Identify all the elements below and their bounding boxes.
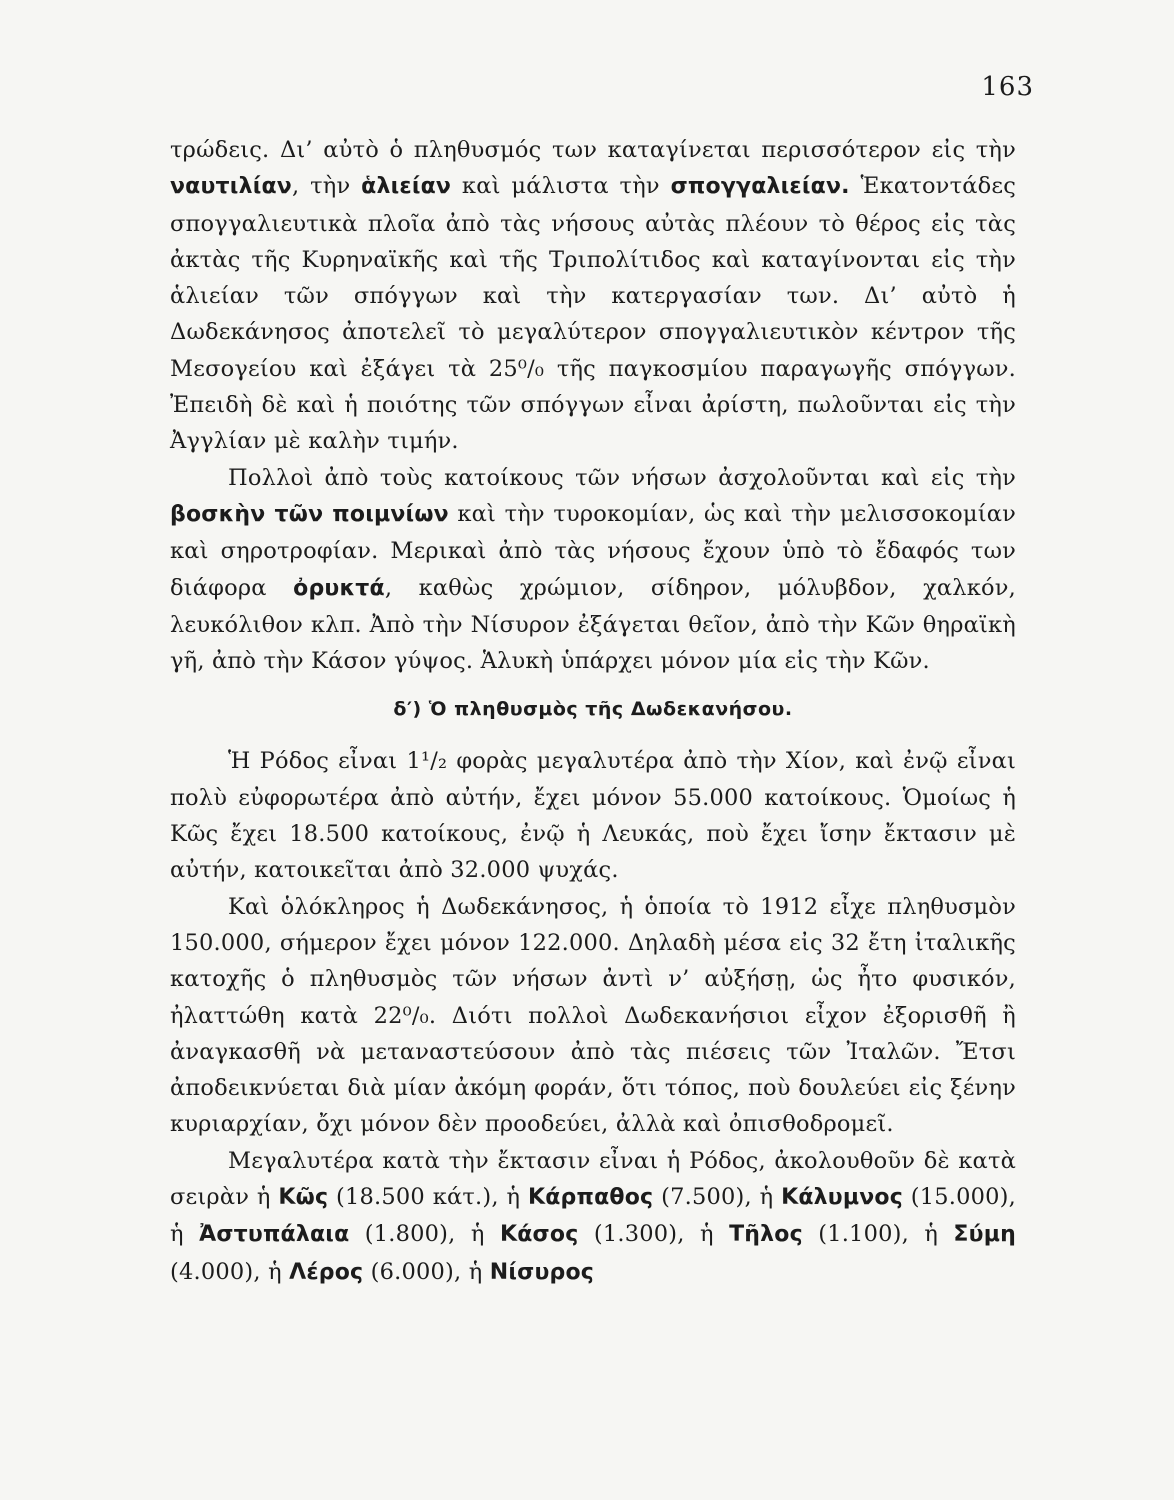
text-run: (15.000), ἡ bbox=[170, 1184, 1017, 1248]
island-name: Τῆλος bbox=[729, 1222, 803, 1248]
text-run: (1.800), ἡ bbox=[349, 1221, 500, 1248]
text-run: Καὶ ὁλόκληρος ἡ Δωδεκάνησος, ἡ ὁποία τὸ 1912 εἶχε πληθυσμὸν 150.000, σήμερον ἔχει μόνον 122.000. Δηλαδὴ μέσα εἰς 32 ἔτη ἰταλικῆς κατοχῆς ὁ πληθυσμὸς τῶν νήσων ἀντὶ ν’ αὐξήσῃ, ὡς ἦτο φυσικόν, ἠλαττώθη κατὰ 22 bbox=[170, 893, 1016, 1029]
text-run: τῆς παγκοσμίου παραγωγῆς σπόγγων. Ἐπειδὴ δὲ καὶ ἡ ποιότης τῶν σπόγγων εἶναι ἀρίστη, πωλοῦνται εἰς τὴν Ἀγγλίαν μὲ καλὴν τιμήν. bbox=[170, 355, 1017, 455]
island-name: Κάσος bbox=[500, 1222, 579, 1248]
bold-term: ναυτιλίαν bbox=[170, 174, 292, 200]
text-run: . Διότι πολλοὶ Δωδεκανήσιοι εἶχον ἐξορισθῆ ἢ ἀναγκασθῆ νὰ μεταναστεύσουν ἀπὸ τὰς πιέσεις τῶν Ἰταλῶν. Ἔτσι ἀποδεικνύεται διὰ μίαν ἀκόμη φοράν, ὅτι τόπος, ποὺ δουλεύει εἰς ξένην κυριαρχίαν, ὄχι μόνον δὲν προοδεύει, ἀλλὰ καὶ ὀπισθοδρομεῖ. bbox=[170, 1002, 1016, 1138]
text-run: (7.500), ἡ bbox=[653, 1184, 782, 1211]
paragraph-3 bbox=[170, 743, 1016, 888]
paragraph-1 bbox=[170, 132, 1016, 460]
bold-term: σπογγαλιείαν. bbox=[670, 174, 850, 200]
text-run: καὶ τὴν τυροκομίαν, ὡς καὶ τὴν μελισσοκομίαν καὶ σηροτροφίαν. Μερικαὶ ἀπὸ τὰς νήσους ἔχουν ὑπὸ τὸ ἔδαφός των διάφορα bbox=[170, 500, 1016, 601]
island-name: Ἀστυπάλαια bbox=[199, 1222, 350, 1248]
text-run: φορὰς μεγαλυτέρα ἀπὸ τὴν Χίον, καὶ ἐνῷ εἶναι πολὺ εὐφορωτέρα ἀπὸ αὐτήν, ἔχει μόνον 55.000 κατοίκους. Ὁμοίως ἡ Κῶς ἔχει 18.500 κατοίκους, ἐνῷ ἡ Λευκάς, ποὺ ἔχει ἴσην ἔκτασιν μὲ αὐτήν, κατοικεῖται ἀπὸ 32.000 ψυχάς. bbox=[170, 748, 1016, 884]
fraction: ¹/₂ bbox=[420, 748, 448, 775]
text-run: Πολλοὶ ἀπὸ τοὺς κατοίκους τῶν νήσων ἀσχολοῦνται καὶ εἰς τὴν bbox=[228, 464, 1016, 491]
text-run: Ἑκατοντάδες σπογγαλιευτικὰ πλοῖα ἀπὸ τὰς νήσους αὐτὰς πλέουν τὸ θέρος εἰς τὰς ἀκτὰς τῆς Κυρηναϊκῆς καὶ τῆς Τριπολίτιδος καὶ καταγίνονται εἰς τὴν ἁλιείαν τῶν σπόγγων καὶ τὴν κατεργασίαν των. Δι’ αὐτὸ ἡ Δωδεκάνησος ἀποτελεῖ τὸ μεγαλύτερον σπογγαλιευτικὸν κέντρον τῆς Μεσογείου καὶ ἐξάγει τὰ 25 bbox=[170, 173, 1017, 382]
page-number: 163 bbox=[981, 72, 1034, 102]
percent-sign: ⁰/₀ bbox=[517, 355, 545, 382]
text-run: , τὴν bbox=[291, 173, 362, 200]
bold-term: ἁλιείαν bbox=[361, 174, 452, 200]
paragraph-2 bbox=[170, 460, 1016, 680]
text-run: Μεγαλυτέρα κατὰ τὴν ἔκτασιν εἶναι ἡ Ρόδος, ἀκολουθοῦν δὲ κατὰ σειρὰν ἡ bbox=[170, 1147, 1016, 1211]
island-name: Λέρος bbox=[289, 1259, 364, 1285]
island-name: Νίσυρος bbox=[489, 1259, 595, 1285]
text-run: (1.100), ἡ bbox=[802, 1221, 954, 1248]
bold-term: βοσκὴν τῶν ποιμνίων bbox=[170, 501, 449, 527]
text-run: Ἡ Ρόδος εἶναι 1 bbox=[228, 748, 421, 775]
island-name: Κῶς bbox=[278, 1185, 329, 1211]
text-run: (18.500 κάτ.), ἡ bbox=[328, 1184, 528, 1211]
island-name: Σύμη bbox=[953, 1222, 1016, 1248]
paragraph-5 bbox=[170, 1143, 1016, 1291]
paragraph-4 bbox=[170, 889, 1016, 1143]
text-run: (4.000), ἡ bbox=[170, 1258, 290, 1285]
text-run: (1.300), ἡ bbox=[578, 1221, 730, 1248]
text-run: καὶ μάλιστα τὴν bbox=[451, 173, 671, 200]
text-run: , καθὼς χρώμιον, σίδηρον, μόλυβδον, χαλκόν, λευκόλιθον κλπ. Ἀπὸ τὴν Νίσυρον ἐξάγεται θεῖον, ἀπὸ τὴν Κῶν θηραϊκὴ γῆ, ἀπὸ τὴν Κάσον γύψος. Ἁλυκὴ ὑπάρχει μόνον μία εἰς τὴν Κῶν. bbox=[170, 574, 1016, 675]
body-text bbox=[170, 132, 1016, 1291]
island-name: Κάρπαθος bbox=[528, 1185, 654, 1211]
bold-term: ὀρυκτά bbox=[293, 575, 385, 601]
text-run: (6.000), ἡ bbox=[363, 1258, 490, 1285]
section-heading: δ′) Ὁ πληθυσμὸς τῆς Δωδεκανήσου. bbox=[393, 698, 793, 721]
island-name: Κάλυμνος bbox=[781, 1185, 903, 1211]
text-run: τρώδεις. Δι’ αὐτὸ ὁ πληθυσμός των καταγίνεται περισσότερον εἰς τὴν bbox=[170, 137, 1016, 163]
percent-sign: ⁰/₀ bbox=[402, 1002, 429, 1029]
